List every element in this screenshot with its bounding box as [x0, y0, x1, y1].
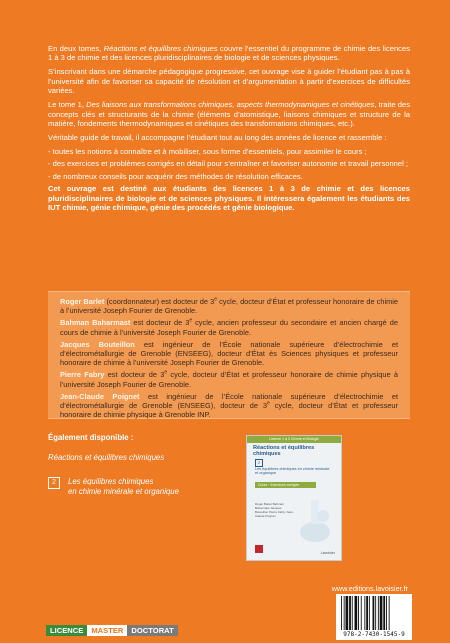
intro-paragraph-3: Le tome 1, Des liaisons aux transformations chimiques, aspects thermodynamiques et cinétiques, traite des concepts clés et structurants de la chimie (éléments d’atomistique, liaisons chimiques et structure de la matière, fondements thermodynamiques et cinétiques des transformations chimiques, etc.). — [48, 100, 410, 129]
thumb-publisher: Lavoisier — [320, 551, 335, 555]
thumb-subtitle: Les équilibres chimiques en chimie minérale et organique — [255, 467, 330, 476]
author-entry: Jacques Bouteillon est ingénieur de l’École nationale supérieure d’électrochimie et d’électrométallurgie de Grenoble (ENSEEG), docteur d’État ès Sciences physiques et professeur honoraire de chimie à l’université Joseph Fourier de Grenoble. — [60, 339, 398, 368]
barcode-bar — [366, 596, 368, 630]
barcode-bar — [346, 596, 349, 630]
thumb-title: Réactions et équilibres chimiques — [253, 445, 315, 457]
barcode-bars — [340, 596, 408, 630]
also-available — [48, 433, 228, 497]
thumb-number: 2 — [255, 459, 263, 467]
intro-bullet-1: - toutes les notions à connaître et à mobiliser, sous forme d’essentiels, pour assimiler le cours ; — [48, 147, 367, 157]
barcode-bar — [386, 596, 387, 630]
barcode-bar — [352, 596, 353, 630]
intro-paragraph-1: En deux tomes, Réactions et équilibres chimiques couvre l’essentiel du programme de chimie des licences 1 à 3 de chimie et des licences pluridisciplinaires de biologie et de sciences physiques. — [48, 44, 410, 63]
volume-2-cover-thumbnail — [246, 435, 342, 561]
publisher-url[interactable]: www.editions.lavoisier.fr — [331, 584, 408, 593]
thumb-band: Cours · Exercices corrigés — [255, 482, 316, 488]
barcode-bar — [389, 596, 390, 630]
barcode-bar — [355, 596, 358, 630]
isbn-barcode — [336, 594, 412, 640]
author-entry: Roger Barlet (coordonnateur) est docteur de 3e cycle, docteur d’État et professeur honoraire de chimie à l’université Joseph Fourier de Grenoble. — [60, 296, 398, 316]
author-entry: Jean-Claude Poignet est ingénieur de l’École nationale supérieure d’électrochimie et d’électrométallurgie de Grenoble (ENSEEG), docteur de 3e cycle, docteur d’État et professeur honoraire de chimie physique à Grenoble INP. — [60, 391, 398, 420]
volume-2-entry — [48, 477, 228, 497]
intro-bullet-2: - des exercices et problèmes corrigés en détail pour s’entraîner et favoriser autonomie et travail personnel ; — [48, 159, 409, 169]
flask-icon — [295, 494, 335, 544]
badge-master: MASTER — [87, 625, 127, 636]
barcode-bar — [375, 596, 376, 630]
barcode-bar — [373, 596, 375, 630]
barcode-bar — [383, 596, 385, 630]
barcode-bar — [369, 596, 370, 630]
badge-doctorat: DOCTORAT — [127, 625, 177, 636]
barcode-bar — [358, 596, 359, 630]
authors-box — [48, 291, 410, 419]
barcode-bar — [361, 596, 362, 630]
author-entry: Pierre Fabry est docteur de 3e cycle, docteur d’État et professeur honoraire de chimie physique à l’université Joseph Fourier de Grenoble. — [60, 369, 398, 389]
barcode-bar — [364, 596, 365, 630]
barcode-bar — [349, 596, 351, 630]
badge-licence: LICENCE — [46, 625, 87, 636]
series-title: Réactions et équilibres chimiques — [48, 453, 165, 462]
level-badges — [46, 625, 178, 636]
isbn-number: 978-2-7430-1545-9 — [343, 631, 405, 638]
intro-bullet-3: - de nombreux conseils pour acquérir des méthodes de résolution efficaces. — [48, 171, 303, 181]
volume-subtitle-line-2: en chimie minérale et organique — [68, 487, 179, 496]
barcode-bar — [344, 596, 345, 630]
publisher-logo-icon — [255, 545, 263, 553]
barcode-bar — [380, 596, 383, 630]
volume-number: 2 — [48, 477, 60, 489]
barcode-bar — [341, 596, 342, 630]
intro-paragraph-2: S’inscrivant dans une démarche pédagogique progressive, cet ouvrage vise à guider l’étudiant pas à pas à l’université afin de favoriser sa capacité de résolution et d’argumentation à partir d’exercices de difficultés variées. — [48, 67, 410, 96]
barcode-bar — [378, 596, 379, 630]
intro-paragraph-4: Véritable guide de travail, il accompagne l’étudiant tout au long des années de licence et rassemble : — [48, 133, 387, 143]
thumb-series: Licence 1 à 3 Chimie et Biologie — [247, 436, 341, 443]
thumb-authors: Roger Barlet Bahman Baharmast Jacques Bouteillon Pierre Fabry Jean-Claude Poignet — [255, 502, 294, 518]
author-entry: Bahman Baharmast est docteur de 3e cycle, ancien professeur du secondaire et ancien chargé de cours de chimie à l’université Joseph Fourier de Grenoble. — [60, 317, 398, 337]
also-available-heading: Également disponible : — [48, 433, 134, 442]
intro-text — [48, 44, 410, 217]
volume-subtitle-line-1: Les équilibres chimiques — [68, 477, 154, 486]
audience-paragraph: Cet ouvrage est destiné aux étudiants des licences 1 à 3 de chimie et des licences pluridisciplinaires de biologie et de sciences physiques. Il intéressera également les étudiants des IUT chimie, génie chimique, génie des procédés et génie biologique. — [48, 184, 410, 213]
